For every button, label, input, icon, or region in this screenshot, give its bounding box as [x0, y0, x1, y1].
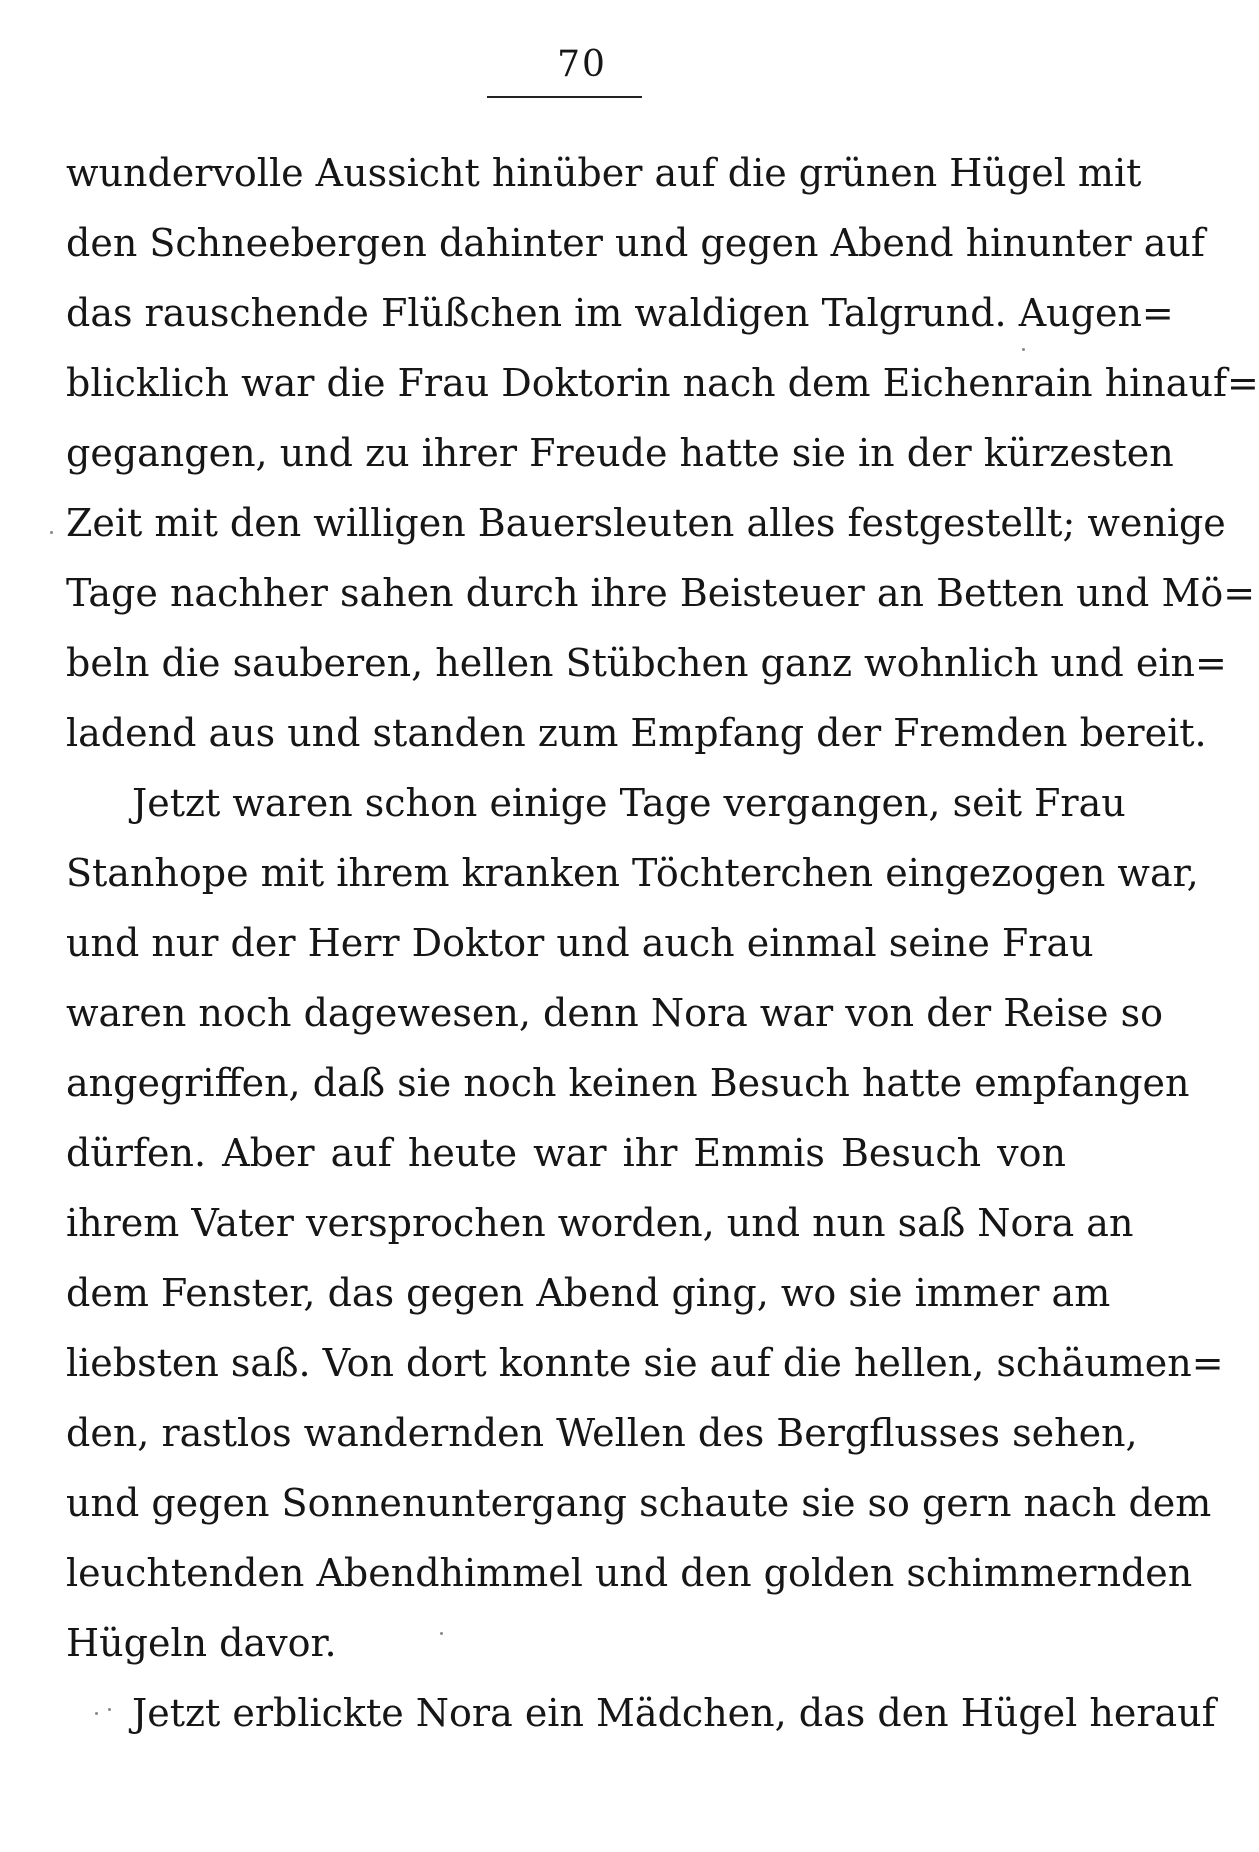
text-line: dem Fenster, das gegen Abend ging, wo sie immer am: [66, 1271, 1111, 1315]
text-line: und nur der Herr Doktor und auch einmal seine Frau: [66, 921, 1094, 965]
body-text: [66, 138, 1259, 1748]
header-rule: [487, 96, 642, 98]
text-line: liebsten saß. Von dort konnte sie auf die hellen, schäumen=: [66, 1341, 1224, 1385]
text-line: Tage nachher sahen durch ihre Beisteuer an Betten und Mö=: [66, 571, 1256, 615]
text-line: beln die sauberen, hellen Stübchen ganz wohnlich und ein=: [66, 641, 1227, 685]
text-line: das rauschende Flüßchen im waldigen Talgrund. Augen=: [66, 291, 1174, 335]
text-line: Stanhope mit ihrem kranken Töchterchen eingezogen war,: [66, 851, 1199, 895]
text-line: gegangen, und zu ihrer Freude hatte sie in der kürzesten: [66, 431, 1174, 475]
paper-speck: [440, 1632, 443, 1635]
text-line: ihrem Vater versprochen worden, und nun saß Nora an: [66, 1201, 1134, 1245]
text-line: den, rastlos wandernden Wellen des Bergflusses sehen,: [66, 1411, 1138, 1455]
paragraph-start-line: Jetzt waren schon einige Tage vergangen, seit Frau: [132, 781, 1126, 825]
paper-speck: [95, 1712, 98, 1715]
text-line: waren noch dagewesen, denn Nora war von der Reise so: [66, 991, 1163, 1035]
paper-speck: [108, 1708, 111, 1711]
text-line: angegriffen, daß sie noch keinen Besuch hatte empfangen: [66, 1061, 1190, 1105]
text-line: dürfen. Aber auf heute war ihr Emmis Besuch von: [66, 1131, 1066, 1175]
text-line: leuchtenden Abendhimmel und den golden schimmernden: [66, 1551, 1193, 1595]
text-line: und gegen Sonnenuntergang schaute sie so gern nach dem: [66, 1481, 1212, 1525]
paper-speck: [50, 531, 53, 534]
text-line: Zeit mit den willigen Bauersleuten alles festgestellt; wenige: [66, 501, 1226, 545]
text-line: wundervolle Aussicht hinüber auf die grünen Hügel mit: [66, 151, 1142, 195]
page-number: 70: [557, 44, 607, 85]
text-line: Hügeln davor.: [66, 1621, 337, 1665]
text-line: ladend aus und standen zum Empfang der Fremden bereit.: [66, 711, 1207, 755]
paragraph-start-line: Jetzt erblickte Nora ein Mädchen, das den Hügel herauf: [132, 1691, 1216, 1735]
paper-speck: [1022, 348, 1025, 351]
text-line: blicklich war die Frau Doktorin nach dem Eichenrain hinauf=: [66, 361, 1259, 405]
text-line: den Schneebergen dahinter und gegen Abend hinunter auf: [66, 221, 1205, 265]
